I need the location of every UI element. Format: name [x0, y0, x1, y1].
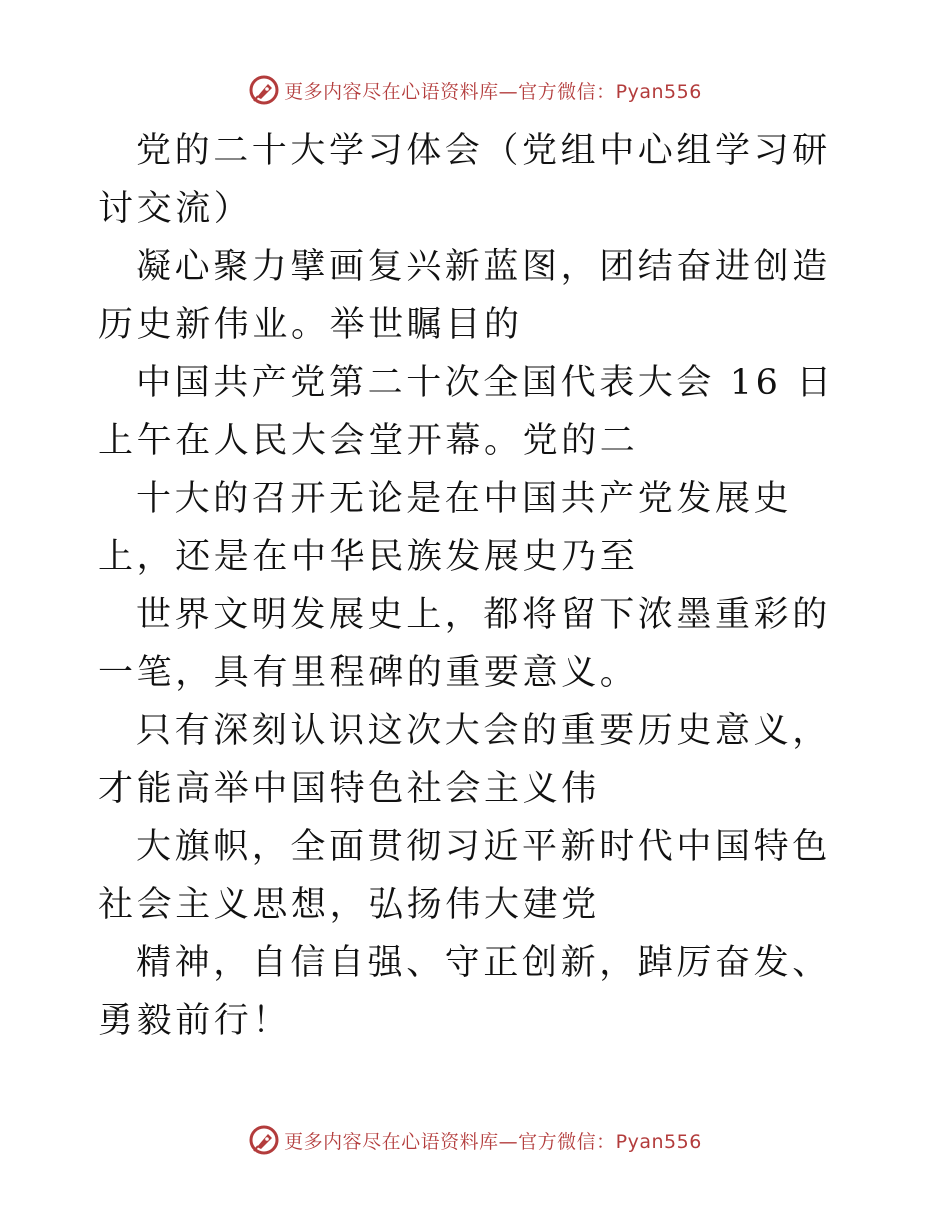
paragraph-title: 党的二十大学习体会（党组中心组学习研讨交流）	[98, 131, 831, 229]
document-body	[98, 122, 858, 1050]
pen-nib-logo-icon	[248, 1124, 280, 1156]
footer-banner	[0, 1120, 950, 1160]
paragraph: 凝心聚力擘画复兴新蓝图，团结奋进创造历史新伟业。举世瞩目的	[98, 247, 831, 345]
paragraph: 中国共产党第二十次全国代表大会 16 日上午在人民大会堂开幕。党的二	[98, 363, 835, 461]
footer-text: 更多内容尽在心语资料库—官方微信：Pyan556	[284, 1130, 702, 1153]
header-text: 更多内容尽在心语资料库—官方微信：Pyan556	[284, 80, 702, 103]
paragraph: 精神，自信自强、守正创新，踔厉奋发、勇毅前行！	[98, 943, 831, 1041]
paragraph: 大旗帜，全面贯彻习近平新时代中国特色社会主义思想，弘扬伟大建党	[98, 827, 831, 925]
header-banner	[0, 70, 950, 110]
paragraph: 十大的召开无论是在中国共产党发展史上，还是在中华民族发展史乃至	[98, 479, 793, 577]
paragraph: 只有深刻认识这次大会的重要历史意义，才能高举中国特色社会主义伟	[98, 711, 831, 809]
pen-nib-logo-icon	[248, 74, 280, 106]
paragraph: 世界文明发展史上，都将留下浓墨重彩的一笔，具有里程碑的重要意义。	[98, 595, 831, 693]
